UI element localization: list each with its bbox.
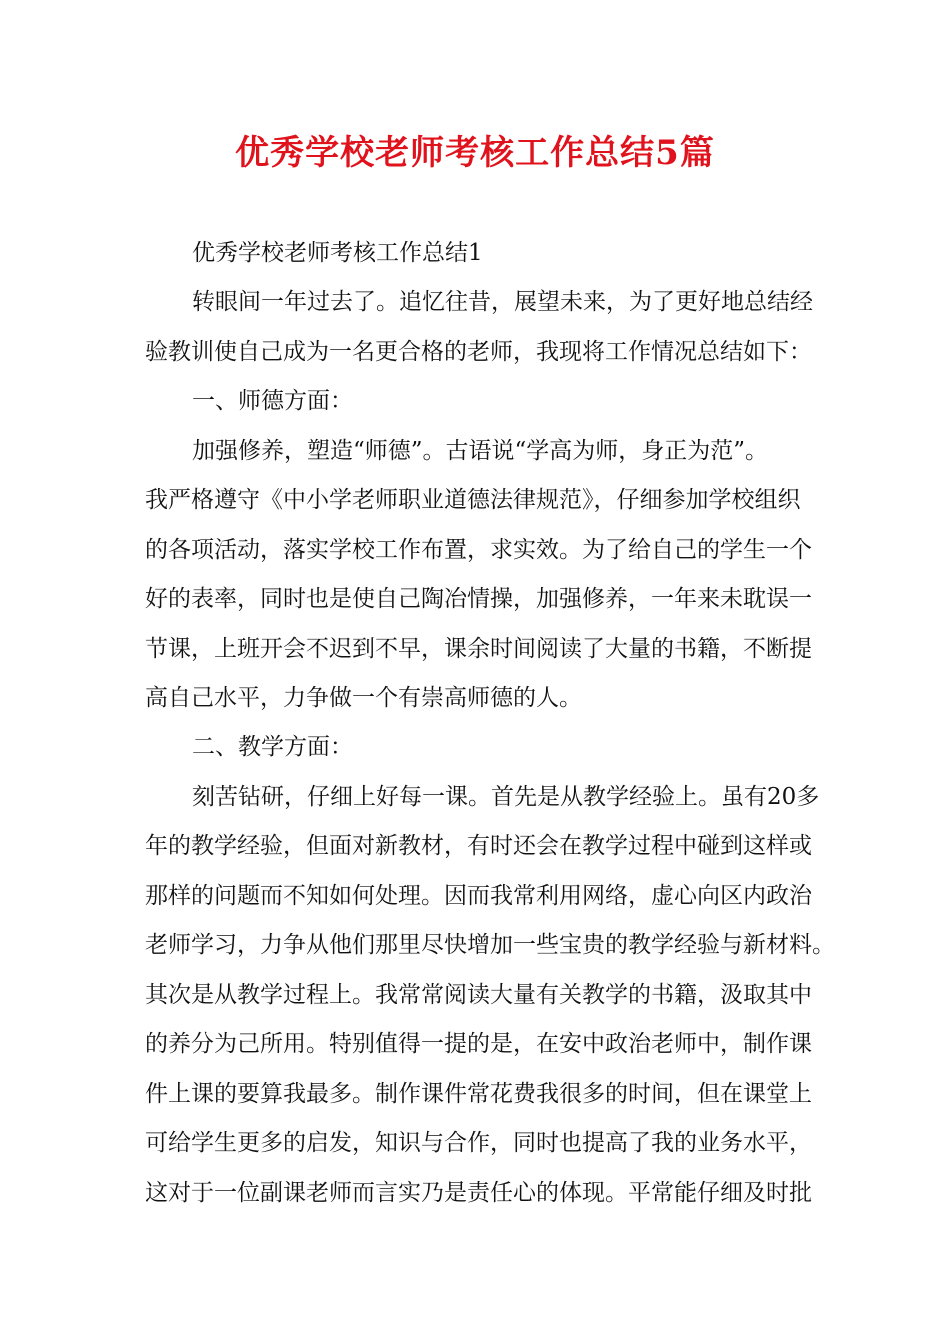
paragraph-line: 件上课的要算我最多。制作课件常花费我很多的时间，但在课堂上: [145, 1081, 812, 1107]
paragraph-line: 的各项活动，落实学校工作布置，求实效。为了给自己的学生一个: [145, 537, 812, 563]
paragraph-line: 好的表率，同时也是使自己陶冶情操，加强修养，一年来未耽误一: [145, 586, 812, 612]
paragraph-line: 验教训使自己成为一名更合格的老师，我现将工作情况总结如下：: [145, 339, 812, 365]
paragraph-line: 老师学习，力争从他们那里尽快增加一些宝贵的教学经验与新材料。: [145, 932, 835, 958]
paragraph-line: 高自己水平，力争做一个有崇高师德的人。: [145, 685, 582, 711]
paragraph-line: 其次是从教学过程上。我常常阅读大量有关教学的书籍，汲取其中: [145, 982, 812, 1008]
paragraph-line: 那样的问题而不知如何处理。因而我常利用网络，虚心向区内政治: [145, 883, 812, 909]
section-heading-ethics: 一、师德方面：: [192, 388, 353, 414]
paragraph-line: 这对于一位副课老师而言实乃是责任心的体现。平常能仔细及时批: [145, 1180, 812, 1206]
paragraph-line: 的养分为己所用。特别值得一提的是，在安中政治老师中，制作课: [145, 1031, 812, 1057]
paragraph-line: 我严格遵守《中小学老师职业道德法律规范》，仔细参加学校组织: [145, 487, 801, 513]
paragraph-line: 可给学生更多的启发，知识与合作，同时也提高了我的业务水平，: [145, 1130, 812, 1156]
paragraph-line: 加强修养，塑造“师德”。古语说“学高为师，身正为范”。: [192, 438, 769, 464]
section-heading-summary-1: 优秀学校老师考核工作总结1: [192, 240, 483, 266]
paragraph-line: 年的教学经验，但面对新教材，有时还会在教学过程中碰到这样或: [145, 833, 812, 859]
document-title: 优秀学校老师考核工作总结5篇: [235, 133, 715, 173]
paragraph-line: 转眼间一年过去了。追忆往昔，展望未来，为了更好地总结经: [192, 289, 813, 315]
paragraph-line: 节课，上班开会不迟到不早，课余时间阅读了大量的书籍，不断提: [145, 636, 812, 662]
paragraph-line: 刻苦钻研，仔细上好每一课。首先是从教学经验上。虽有20多: [192, 784, 820, 810]
section-heading-teaching: 二、教学方面：: [192, 734, 353, 760]
